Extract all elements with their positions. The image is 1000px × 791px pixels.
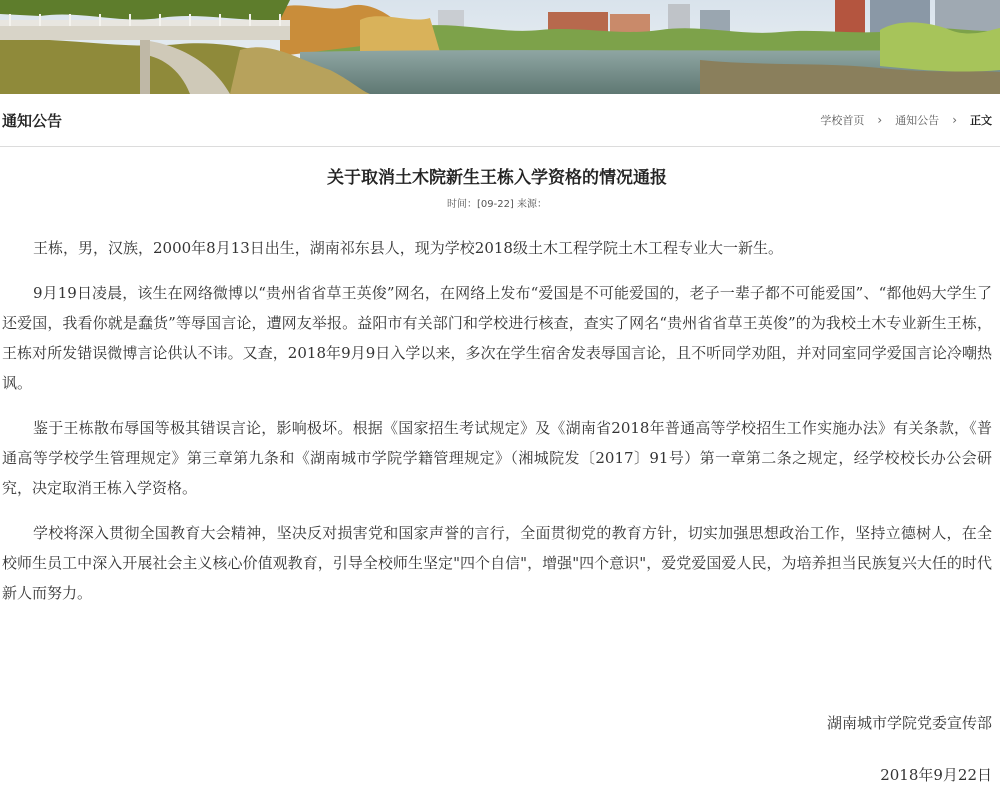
breadcrumb-home-link[interactable]: 学校首页 (820, 114, 865, 127)
article-date: 2018年9月22日 (880, 766, 992, 784)
article-content (2, 233, 992, 608)
article-title: 关于取消土木院新生王栋入学资格的情况通报 (327, 168, 667, 188)
article-paragraph: 9月19日凌晨，该生在网络微博以“贵州省省草王英俊”网名，在网络上发布“爱国是不可能爱国的，老子一辈子都不可能爱国”、“都他妈大学生了还爱国，我看你就是蠢货”等辱国言论，遭网友举报。益阳市有关部门和学校进行核查，查实了网名“贵州省省草王英俊”的为我校土木专业新生王栋，王栋对所发错误微博言论供认不讳。又查，2018年9月9日入学以来，多次在学生宿舍发表辱国言论，且不听同学劝阻，并对同室同学爱国言论冷嘲热讽。 (2, 284, 992, 392)
chevron-right-icon: › (877, 113, 883, 127)
article-paragraph: 王栋，男，汉族，2000年8月13日出生，湖南祁东县人，现为学校2018级土木工程学院土木工程专业大一新生。 (33, 239, 783, 257)
campus-banner-image (0, 0, 1000, 94)
breadcrumb-notices-link[interactable]: 通知公告 (895, 114, 940, 127)
article-paragraph: 鉴于王栋散布辱国等极其错误言论，影响极坏。根据《国家招生考试规定》及《湖南省2018年普通高等学校招生工作实施办法》有关条款，《普通高等学校学生管理规定》第三章第九条和《湖南城市学院学籍管理规定》（湘城院发〔2017〕91号）第一章第二条之规定，经学校校长办公会研究，决定取消王栋入学资格。 (2, 419, 992, 497)
breadcrumb-current: 正文 (970, 114, 992, 127)
section-title: 通知公告 (2, 111, 63, 130)
breadcrumb (820, 112, 1000, 128)
chevron-right-icon: › (952, 113, 957, 127)
article-meta: 时间：[09-22] 来源： (446, 199, 548, 210)
article-paragraph: 学校将深入贯彻全国教育大会精神，坚决反对损害党和国家声誉的言行，全面贯彻党的教育方针，切实加强思想政治工作，坚持立德树人，在全校师生员工中深入开展社会主义核心价值观教育，引导全校师生坚定"四个自信"，增强"四个意识"，爱党爱国爱人民，为培养担当民族复兴大任的时代新人而努力。 (2, 524, 992, 602)
article (0, 167, 1000, 608)
section-header (0, 94, 1000, 147)
article-signature: 湖南城市学院党委宣传部 (826, 714, 992, 732)
